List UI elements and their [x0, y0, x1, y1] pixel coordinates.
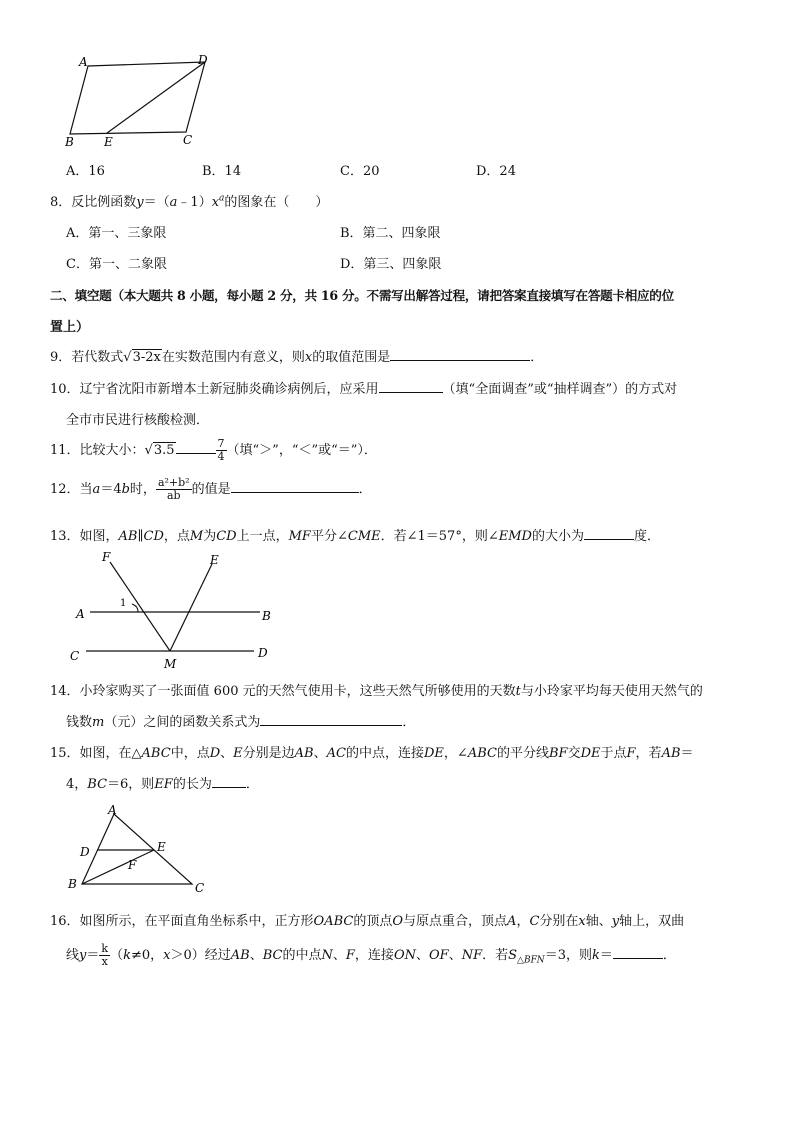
- q12-text: 12．当: [50, 482, 93, 497]
- q16-text: 的中点: [282, 948, 322, 963]
- q9-sqrt: √3-2x: [123, 350, 161, 365]
- q16-text: ＝: [86, 948, 100, 963]
- q15-line1: [50, 742, 694, 761]
- q14-text: （元）之间的函数关系式为: [104, 715, 261, 730]
- section-header-line2: 置上）: [50, 320, 90, 335]
- q11-text: （填“＞”，“＜”或“＝”）．: [226, 443, 377, 458]
- q16-var: k: [591, 948, 600, 963]
- q16-text: ，连接: [354, 948, 394, 963]
- q16-var: ON: [393, 948, 416, 963]
- q16-var: OABC: [313, 914, 354, 929]
- q10-answer-blank[interactable]: [379, 380, 443, 393]
- q16-text: 的顶点: [353, 914, 393, 929]
- section-header: 二、填空题（本大题共 8 小题，每小题 2 分，共 16 分。不需写出解答过程，请把答案直接填写在答题卡相应的位: [50, 288, 674, 303]
- q16-var: A: [507, 914, 517, 929]
- q15-text: 、: [220, 746, 234, 761]
- q16-var: NF: [461, 948, 483, 963]
- segment-me: [170, 564, 212, 651]
- q14-line1: [50, 680, 703, 699]
- q8-var-a: a: [169, 195, 178, 210]
- q16-var: x: [163, 948, 171, 963]
- q8-option-a: A．第一、三象限: [66, 226, 167, 241]
- q12-numerator: a²+b²: [157, 476, 190, 489]
- q16-text: ≠0，: [130, 948, 164, 963]
- q8-text: ﹣1）: [177, 195, 212, 210]
- q11-sqrt: √3.5: [144, 443, 175, 458]
- label-d: D: [198, 53, 208, 67]
- q16-var: AB: [230, 948, 250, 963]
- q16-line1: [50, 910, 684, 929]
- q15-var: AB: [661, 746, 681, 761]
- label-b: B: [65, 135, 74, 149]
- q16-var: k: [123, 948, 131, 963]
- q12-denominator: ab: [166, 489, 181, 502]
- q8-text: 8．反比例函数: [50, 195, 137, 210]
- q15-text: 分别是边: [242, 746, 295, 761]
- q9-stem: [50, 346, 543, 365]
- q15-answer-blank[interactable]: [212, 775, 246, 788]
- q15-text: 于点: [600, 746, 627, 761]
- segment-de: [107, 62, 205, 133]
- q15-text: ．: [245, 777, 259, 792]
- q16-line2: [66, 943, 676, 968]
- parallelogram-shape: [70, 62, 205, 134]
- q16-text: ．若: [482, 948, 509, 963]
- q15-text: 4，: [66, 777, 88, 792]
- q16-var: S: [508, 948, 518, 963]
- segment-bf: [82, 850, 154, 884]
- q16-text: 轴上，双曲: [619, 914, 685, 929]
- q13-var: AB: [118, 529, 138, 544]
- label-a: A: [79, 55, 88, 69]
- q8-option-b: B．第二、四象限: [340, 226, 441, 241]
- q10-text: （填“全面调查”或“抽样调查”）的方式对: [442, 382, 678, 397]
- q16-var: C: [529, 914, 540, 929]
- q15-text: 的长为: [172, 777, 212, 792]
- q11-radicand: 3.5: [153, 443, 175, 458]
- q16-var: N: [321, 948, 333, 963]
- q11-text: 11．比较大小：: [50, 443, 145, 458]
- q13-text: 的大小为: [531, 529, 584, 544]
- q11-fraction: [216, 438, 227, 463]
- q16-denominator: x: [101, 955, 108, 968]
- q13-var: MF: [288, 529, 311, 544]
- q16-answer-blank[interactable]: [613, 946, 663, 959]
- q10-line2: 全市市民进行核酸检测．: [66, 413, 210, 428]
- q16-fraction: [99, 943, 110, 968]
- q8-text: ＝（: [143, 195, 170, 210]
- q16-var: x: [578, 914, 586, 929]
- q10-text: 10．辽宁省沈阳市新增本土新冠肺炎确诊病例后，应采用: [50, 382, 379, 397]
- q9-var-x: x: [304, 350, 313, 365]
- q7-option-b: B．14: [202, 164, 242, 179]
- q16-var: BC: [262, 948, 283, 963]
- q16-text: （: [110, 948, 124, 963]
- q14-line2: [66, 711, 415, 730]
- q15-var: ABC: [141, 746, 171, 761]
- q8-stem: [50, 191, 328, 210]
- q13-text: ∥: [137, 529, 144, 544]
- q15-var: EF: [154, 777, 173, 792]
- q9-text: ．: [530, 350, 544, 365]
- q13-answer-blank[interactable]: [584, 527, 634, 540]
- label-d: D: [258, 646, 268, 660]
- q8-option-d: D．第三、四象限: [340, 257, 442, 272]
- parallelogram-figure: [60, 52, 220, 152]
- label-f: F: [102, 550, 111, 564]
- q11-answer-blank[interactable]: [176, 441, 216, 454]
- label-c: C: [70, 649, 80, 663]
- q16-text: 、: [332, 948, 346, 963]
- q15-var: BC: [87, 777, 108, 792]
- q15-var: AC: [326, 746, 346, 761]
- q16-numerator: k: [101, 942, 109, 955]
- q16-var: y: [611, 914, 620, 929]
- q13-text: 13．如图，: [50, 529, 119, 544]
- q13-text: ，点: [163, 529, 190, 544]
- q13-text: 上一点，: [236, 529, 289, 544]
- q12-text: 的值是: [191, 482, 231, 497]
- q15-text: 、: [313, 746, 327, 761]
- q13-var: CME: [347, 529, 381, 544]
- triangle-figure: [64, 800, 214, 895]
- q8-var-x: x: [211, 195, 220, 210]
- q12-fraction: [156, 477, 192, 502]
- q13-var: M: [189, 529, 204, 544]
- q8-option-c: C．第一、二象限: [66, 257, 167, 272]
- q16-text: ＝: [599, 948, 613, 963]
- label-e: E: [104, 135, 113, 149]
- q8-var-y: y: [136, 195, 144, 210]
- q16-text: 分别在: [539, 914, 579, 929]
- q12-text: ＝4: [100, 482, 122, 497]
- q15-var: D: [209, 746, 221, 761]
- q16-text: ＝3，则: [544, 948, 592, 963]
- label-e: E: [210, 553, 219, 567]
- q9-radicand: 3-2x: [132, 350, 161, 365]
- q15-var: ABC: [467, 746, 497, 761]
- q15-text: ，若: [635, 746, 662, 761]
- q13-text: ．若∠1＝57°，则∠: [380, 529, 499, 544]
- q16-text: 、: [415, 948, 429, 963]
- q7-option-a: A．16: [66, 164, 105, 179]
- label-a: A: [108, 803, 117, 817]
- q15-text: ＝: [680, 746, 694, 761]
- q15-text: 中，点: [170, 746, 210, 761]
- q13-var: CD: [216, 529, 237, 544]
- q13-text: 度．: [633, 529, 660, 544]
- q15-text: 交: [567, 746, 581, 761]
- q16-var: O: [392, 914, 404, 929]
- q14-text: 钱数: [66, 715, 93, 730]
- q15-text: 的中点，连接: [345, 746, 424, 761]
- q15-text: ，∠: [443, 746, 468, 761]
- q9-text: 的取值范围是: [312, 350, 391, 365]
- q14-text: ．: [402, 715, 416, 730]
- label-f: F: [128, 858, 137, 872]
- q12-var-b: b: [121, 482, 130, 497]
- q15-text: ＝6，则: [107, 777, 155, 792]
- q11-denominator: 4: [217, 450, 225, 463]
- label-c: C: [195, 881, 205, 895]
- q16-var: OF: [429, 948, 449, 963]
- q13-text: 平分∠: [310, 529, 348, 544]
- q15-text: 15．如图，在△: [50, 746, 142, 761]
- q16-text: ．: [662, 948, 676, 963]
- angle-1-arc: [132, 604, 138, 612]
- q12-text: 时，: [129, 482, 156, 497]
- q14-text: 14．小玲家购买了一张面值 600 元的天然气使用卡，这些天然气所够使用的天数: [50, 684, 516, 699]
- q16-text: ，: [516, 914, 530, 929]
- q13-stem: [50, 525, 660, 544]
- label-c: C: [183, 133, 193, 147]
- q15-var: BF: [548, 746, 568, 761]
- q8-text: 的图象在（ ）: [224, 195, 329, 210]
- q14-answer-blank[interactable]: [260, 713, 402, 726]
- label-d: D: [80, 845, 90, 859]
- segment-mf: [110, 562, 170, 651]
- q16-text: ＞0）经过: [170, 948, 231, 963]
- q16-subscript: △BFN: [517, 955, 545, 966]
- q16-text: 、: [448, 948, 462, 963]
- parallel-lines-figure: [66, 548, 286, 673]
- q15-var: DE: [580, 746, 601, 761]
- q16-var: F: [345, 948, 355, 963]
- q15-text: 的平分线: [496, 746, 549, 761]
- q16-text: 轴、: [585, 914, 612, 929]
- q15-var: AB: [294, 746, 314, 761]
- q15-var: DE: [424, 746, 444, 761]
- label-angle-1: 1: [120, 598, 127, 609]
- q14-text: 与小玲家平均每天使用天然气的: [520, 684, 703, 699]
- q13-var: CD: [143, 529, 164, 544]
- label-b: B: [68, 877, 77, 891]
- q16-var: y: [79, 948, 87, 963]
- label-b: B: [262, 609, 271, 623]
- q9-text: 在实数范围内有意义，则: [161, 350, 305, 365]
- q14-var-m: m: [92, 715, 105, 730]
- triangle-abc: [82, 814, 192, 884]
- label-e: E: [157, 840, 166, 854]
- label-a: A: [76, 607, 85, 621]
- q13-text: 为: [203, 529, 217, 544]
- q16-text: 与原点重合，顶点: [403, 914, 508, 929]
- q12-stem: [50, 477, 372, 502]
- q15-line2: [66, 773, 259, 792]
- q9-answer-blank[interactable]: [390, 348, 530, 361]
- q12-answer-blank[interactable]: [231, 480, 359, 493]
- q7-option-c: C．20: [340, 164, 380, 179]
- q11-stem: [50, 438, 377, 463]
- q12-var-a: a: [92, 482, 101, 497]
- q9-text: 9．若代数式: [50, 350, 124, 365]
- q8-exponent: a: [219, 193, 225, 204]
- q13-var: EMD: [498, 529, 532, 544]
- q14-var-t: t: [515, 684, 521, 699]
- label-m: M: [164, 657, 177, 671]
- q10-stem: [50, 378, 677, 397]
- q15-var: E: [233, 746, 243, 761]
- q16-text: 线: [66, 948, 80, 963]
- q16-text: 16．如图所示，在平面直角坐标系中，正方形: [50, 914, 314, 929]
- q16-text: 、: [249, 948, 263, 963]
- q11-numerator: 7: [217, 437, 225, 450]
- q12-text: ．: [358, 482, 372, 497]
- q7-option-d: D．24: [476, 164, 516, 179]
- q15-var: F: [626, 746, 636, 761]
